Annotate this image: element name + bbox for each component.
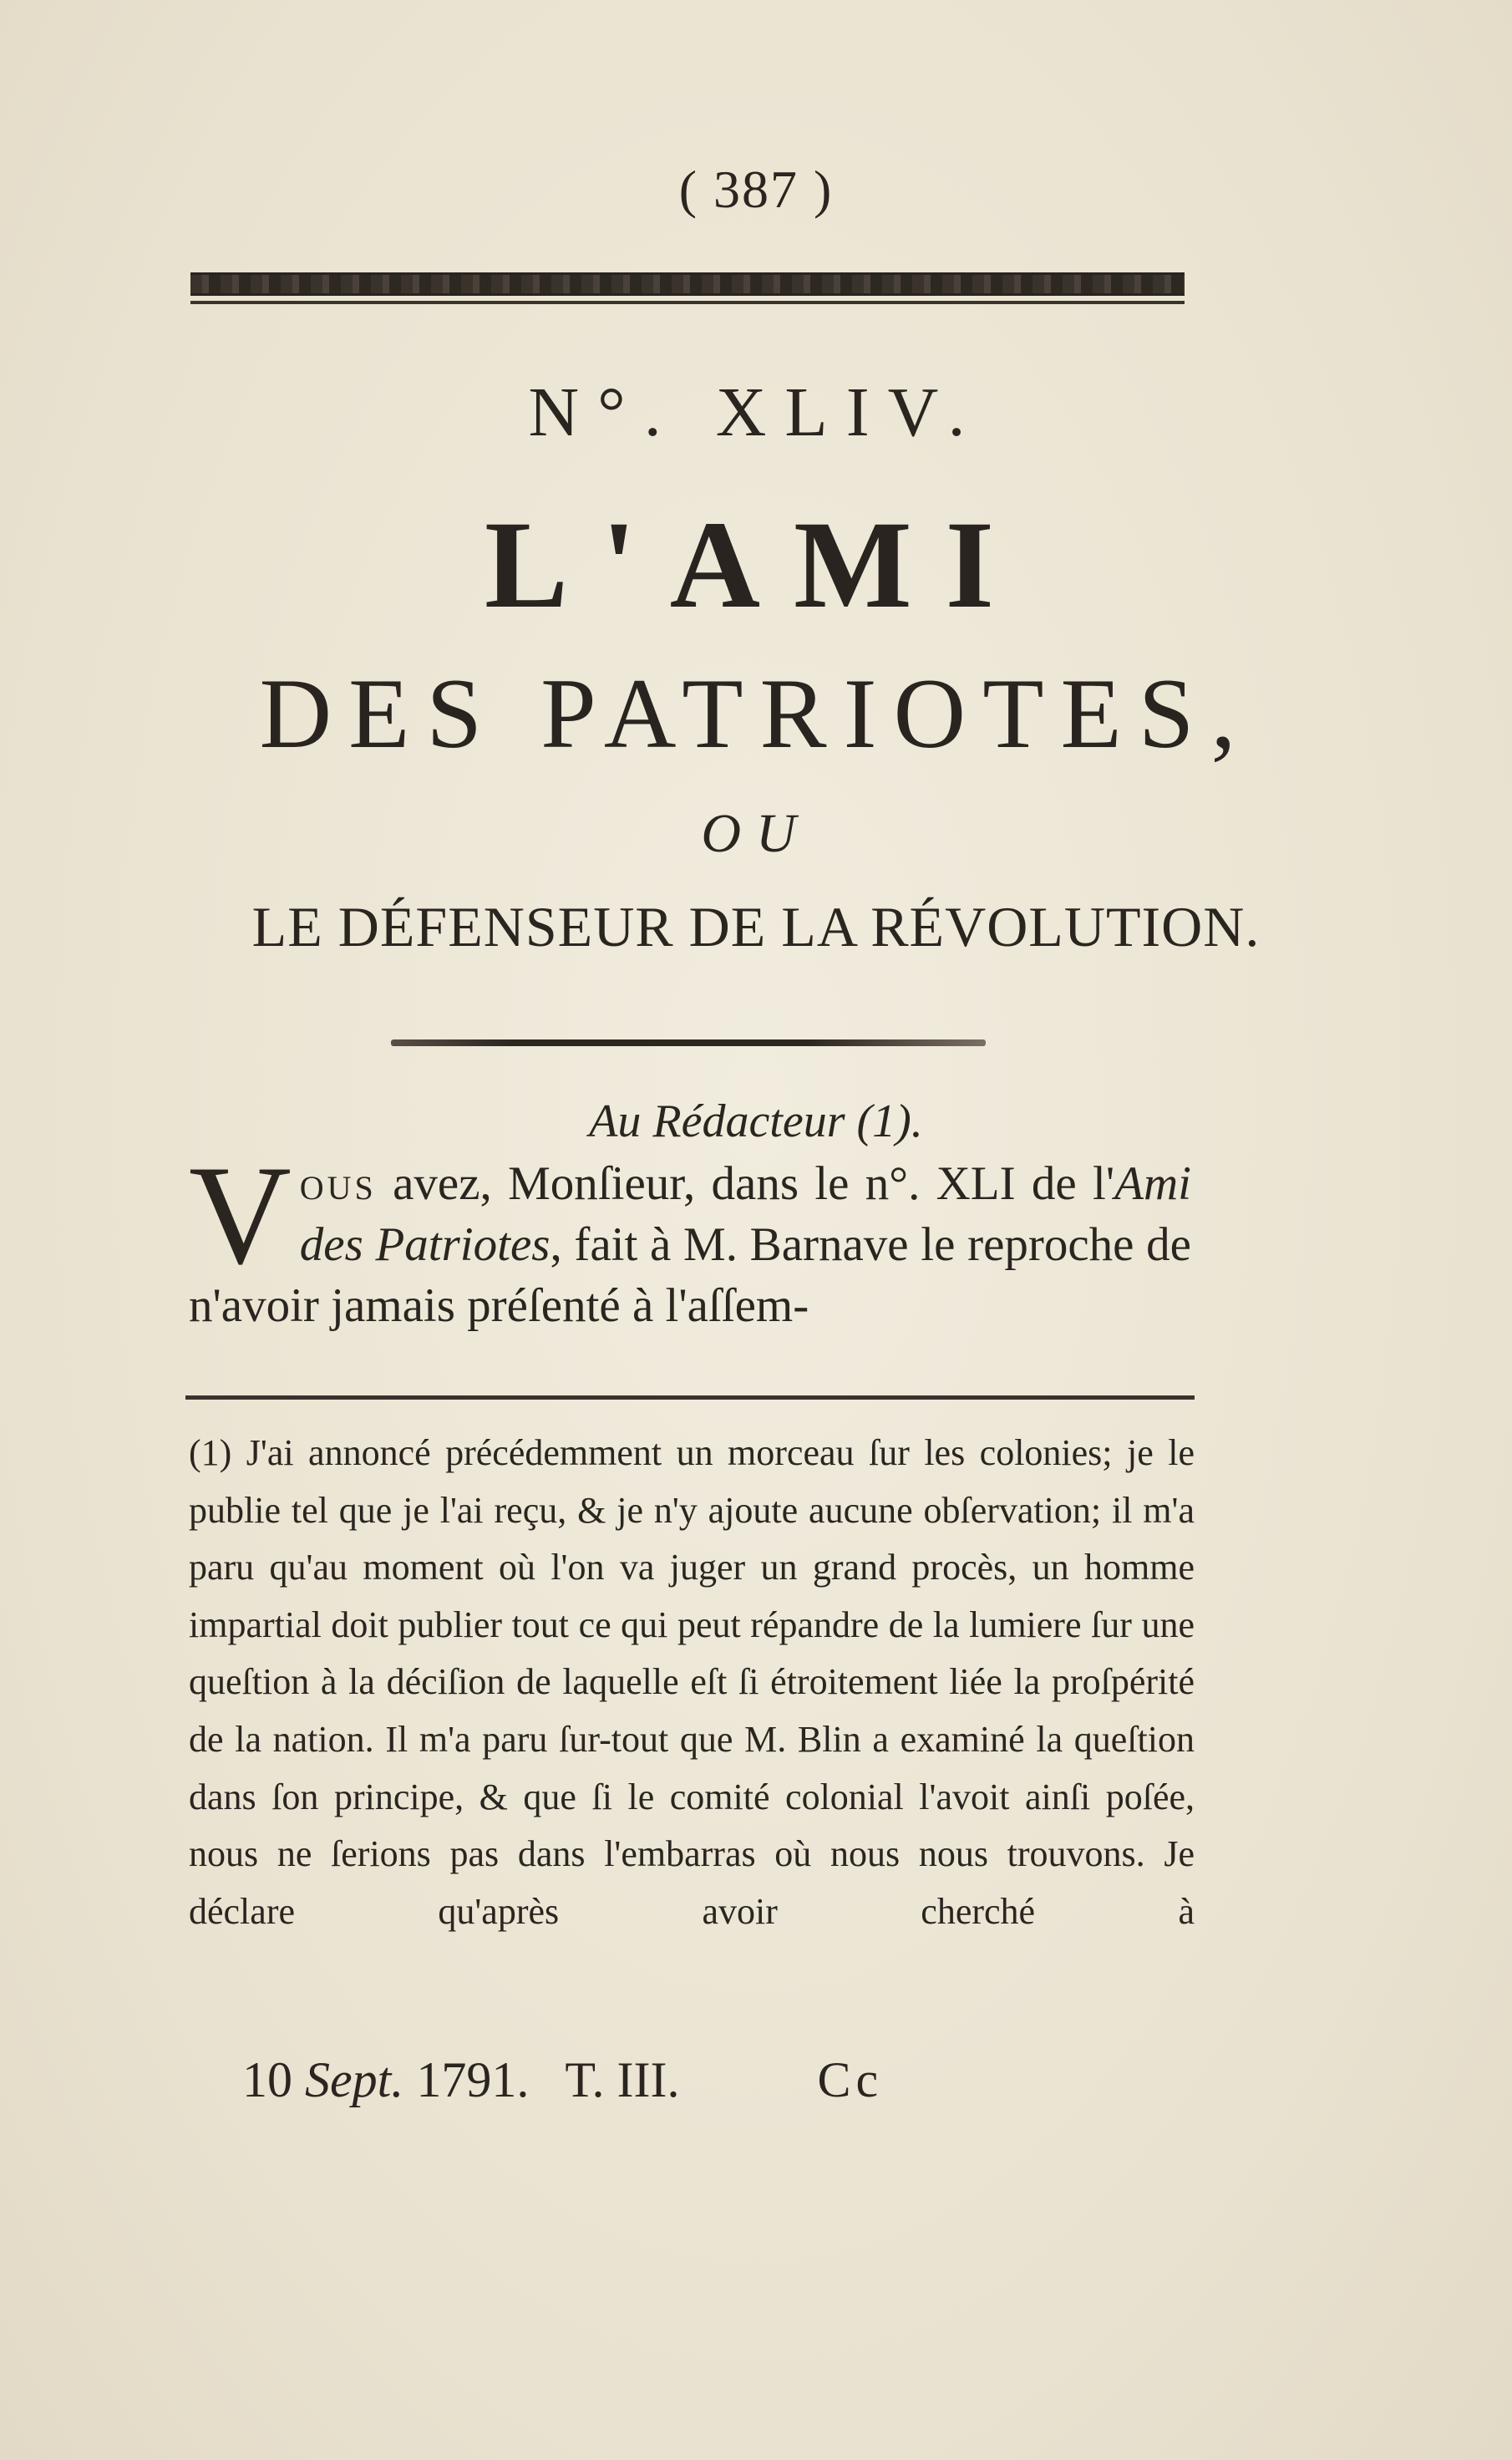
page-number: ( 387 ) bbox=[678, 160, 834, 219]
header-rule-underline bbox=[190, 301, 1185, 304]
body-text-part-1: avez, Monſieur, dans le n°. XLI de l' bbox=[376, 1157, 1115, 1210]
footer-month: Sept. bbox=[305, 2052, 404, 2107]
footer-day: 10 bbox=[242, 2052, 292, 2107]
footnote-rule bbox=[185, 1395, 1195, 1400]
page-footer bbox=[242, 2051, 1078, 2109]
letter-heading: Au Rédacteur (1). bbox=[589, 1095, 923, 1147]
footnote: (1) J'ai annoncé précédemment un morceau ſur les colonies; je le publie tel que je l'ai reçu, & je n'y ajoute aucune obſervation; il m'a paru qu'au moment où l'on va juger un grand procès, un homme impartial doit publier tout ce qui peut répandre de la lumiere ſur une queſtion à la déciſion de laquelle eſt ſi étroitement liée la proſpérité de la nation. Il m'a paru ſur-tout que M. Blin a examiné la queſtion dans ſon principe, & que ſi le comité colonial l'avoit ainſi poſée, nous ne ſerions pas dans l'embarras où nous nous trouvons. Je déclare qu'après avoir cherché à bbox=[189, 1432, 1195, 1932]
footer-date bbox=[242, 2051, 529, 2109]
body-italic-title: Ami des Patriotes bbox=[299, 1157, 1191, 1271]
header-ornamental-rule bbox=[190, 272, 1185, 296]
title-ou: OU bbox=[701, 803, 811, 864]
body-opening-smallcaps: ous bbox=[299, 1157, 377, 1210]
body-paragraph bbox=[189, 1136, 1191, 1336]
section-divider bbox=[391, 1039, 986, 1046]
subtitle: LE DÉFENSEUR DE LA RÉVOLUTION. bbox=[251, 895, 1261, 958]
body-text-part-2: , fait à M. Barnave le reproche de n'avoir jamais préſenté à l'aſſem- bbox=[189, 1218, 1191, 1332]
title-line-1: L'AMI bbox=[485, 496, 1027, 634]
title-line-2: DES PATRIOTES, bbox=[259, 658, 1253, 769]
footer-volume: T. III. bbox=[565, 2052, 680, 2107]
drop-cap: V bbox=[189, 1136, 292, 1294]
printer-signature-mark: Cc bbox=[817, 2052, 884, 2107]
issue-number: N°. XLIV. bbox=[528, 374, 984, 451]
footer-year: 1791. bbox=[416, 2052, 530, 2107]
